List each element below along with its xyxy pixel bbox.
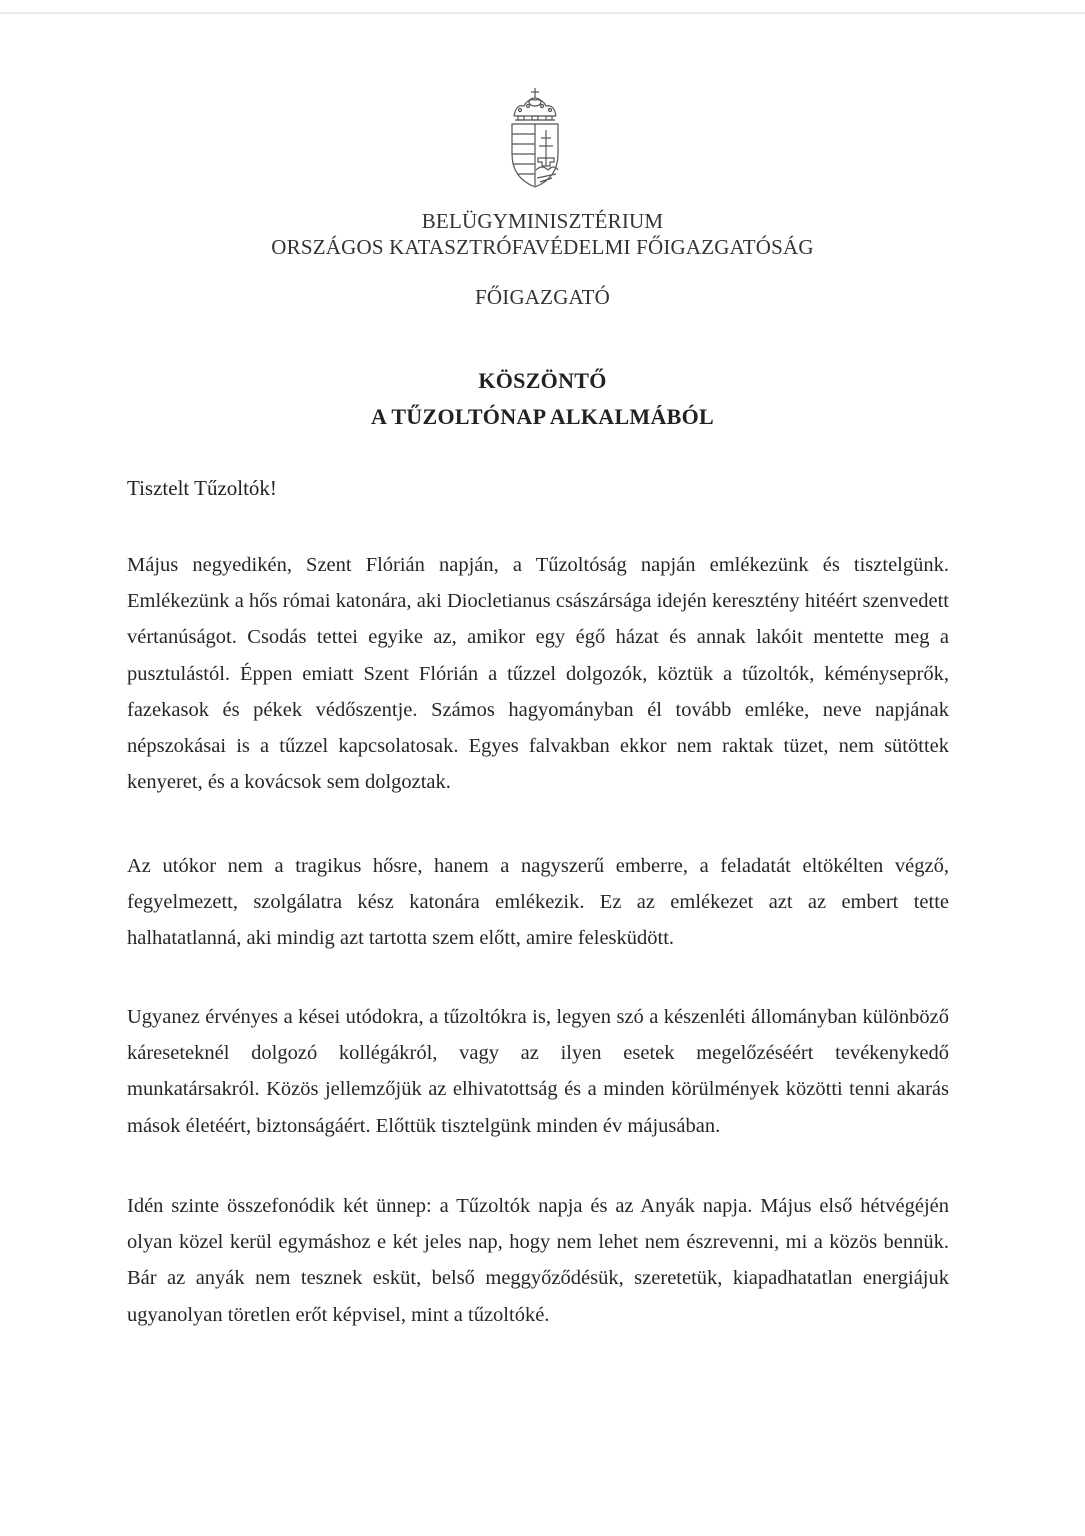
body-paragraph-2: Az utókor nem a tragikus hősre, hanem a nagyszerű emberre, a feladatát eltökélten végző, fegyelmezett, szolgálatra kész katonára emlékezik. Ez az emlékezet azt az embert tette halhatatlanná, aki mindig azt tartotta szem előtt, amire felesküdött. bbox=[127, 855, 949, 950]
body-paragraph-1: Május negyedikén, Szent Flórián napján, a Tűzoltóság napján emlékezünk és tisztelgünk. Emlékezünk a hős római katonára, aki Diocletianus császársága idején keresztény hitéért szenvedett vértanúságot. Csodás tettei egyike az, amikor egy égő házat és annak lakóit mentette meg a pusztulástól. Éppen emiatt Szent Flórián a tűzzel dolgozók, köztük a tűzoltók, kéményseprők, fazekasok és pékek védőszentje. Számos hagyományban él tovább emléke, neve napjának népszokásai is a tűzzel kapcsolatosak. Egyes falvakban ekkor nem raktak tüzet, nem sütöttek kenyeret, és a kovácsok sem dolgoztak. bbox=[127, 554, 949, 794]
scan-edge-line bbox=[0, 12, 1085, 14]
title-line-2: A TŰZOLTÓNAP ALKALMÁBÓL bbox=[370, 404, 715, 429]
hungarian-coat-of-arms-icon bbox=[506, 86, 564, 190]
salutation: Tisztelt Tűzoltók! bbox=[127, 476, 277, 500]
issuer-role: FŐIGAZGATÓ bbox=[475, 285, 610, 309]
ministry-name: BELÜGYMINISZTÉRIUM bbox=[421, 209, 664, 233]
title-line-1: KÖSZÖNTŐ bbox=[478, 368, 607, 393]
directorate-name: ORSZÁGOS KATASZTRÓFAVÉDELMI FŐIGAZGATÓSÁG bbox=[271, 235, 814, 259]
body-paragraph-3: Ugyanez érvényes a kései utódokra, a tűzoltókra is, legyen szó a készenléti állományban különböző káreseteknél dolgozó kollégákról, vagy az ilyen esetek megelőzéséért tevékenykedő munkatársakról. Közös jellemzőjük az elhivatottság és a minden körülmények közötti tenni akarás mások életéért, biztonságáért. Előttük tisztelgünk minden év májusában. bbox=[127, 1006, 949, 1137]
body-paragraph-4: Idén szinte összefonódik két ünnep: a Tűzoltók napja és az Anyák napja. Május első hétvégéjén olyan közel kerül egymáshoz e két jeles nap, hogy nem lehet nem észrevenni, mi a közös bennük. Bár az anyák nem tesznek esküt, belső meggyőződésük, szeretetük, kiapadhatatlan energiájuk ugyanolyan töretlen erőt képvisel, mint a tűzoltóké. bbox=[127, 1195, 949, 1326]
document-title bbox=[0, 363, 1085, 435]
issuer-header bbox=[0, 208, 1085, 260]
